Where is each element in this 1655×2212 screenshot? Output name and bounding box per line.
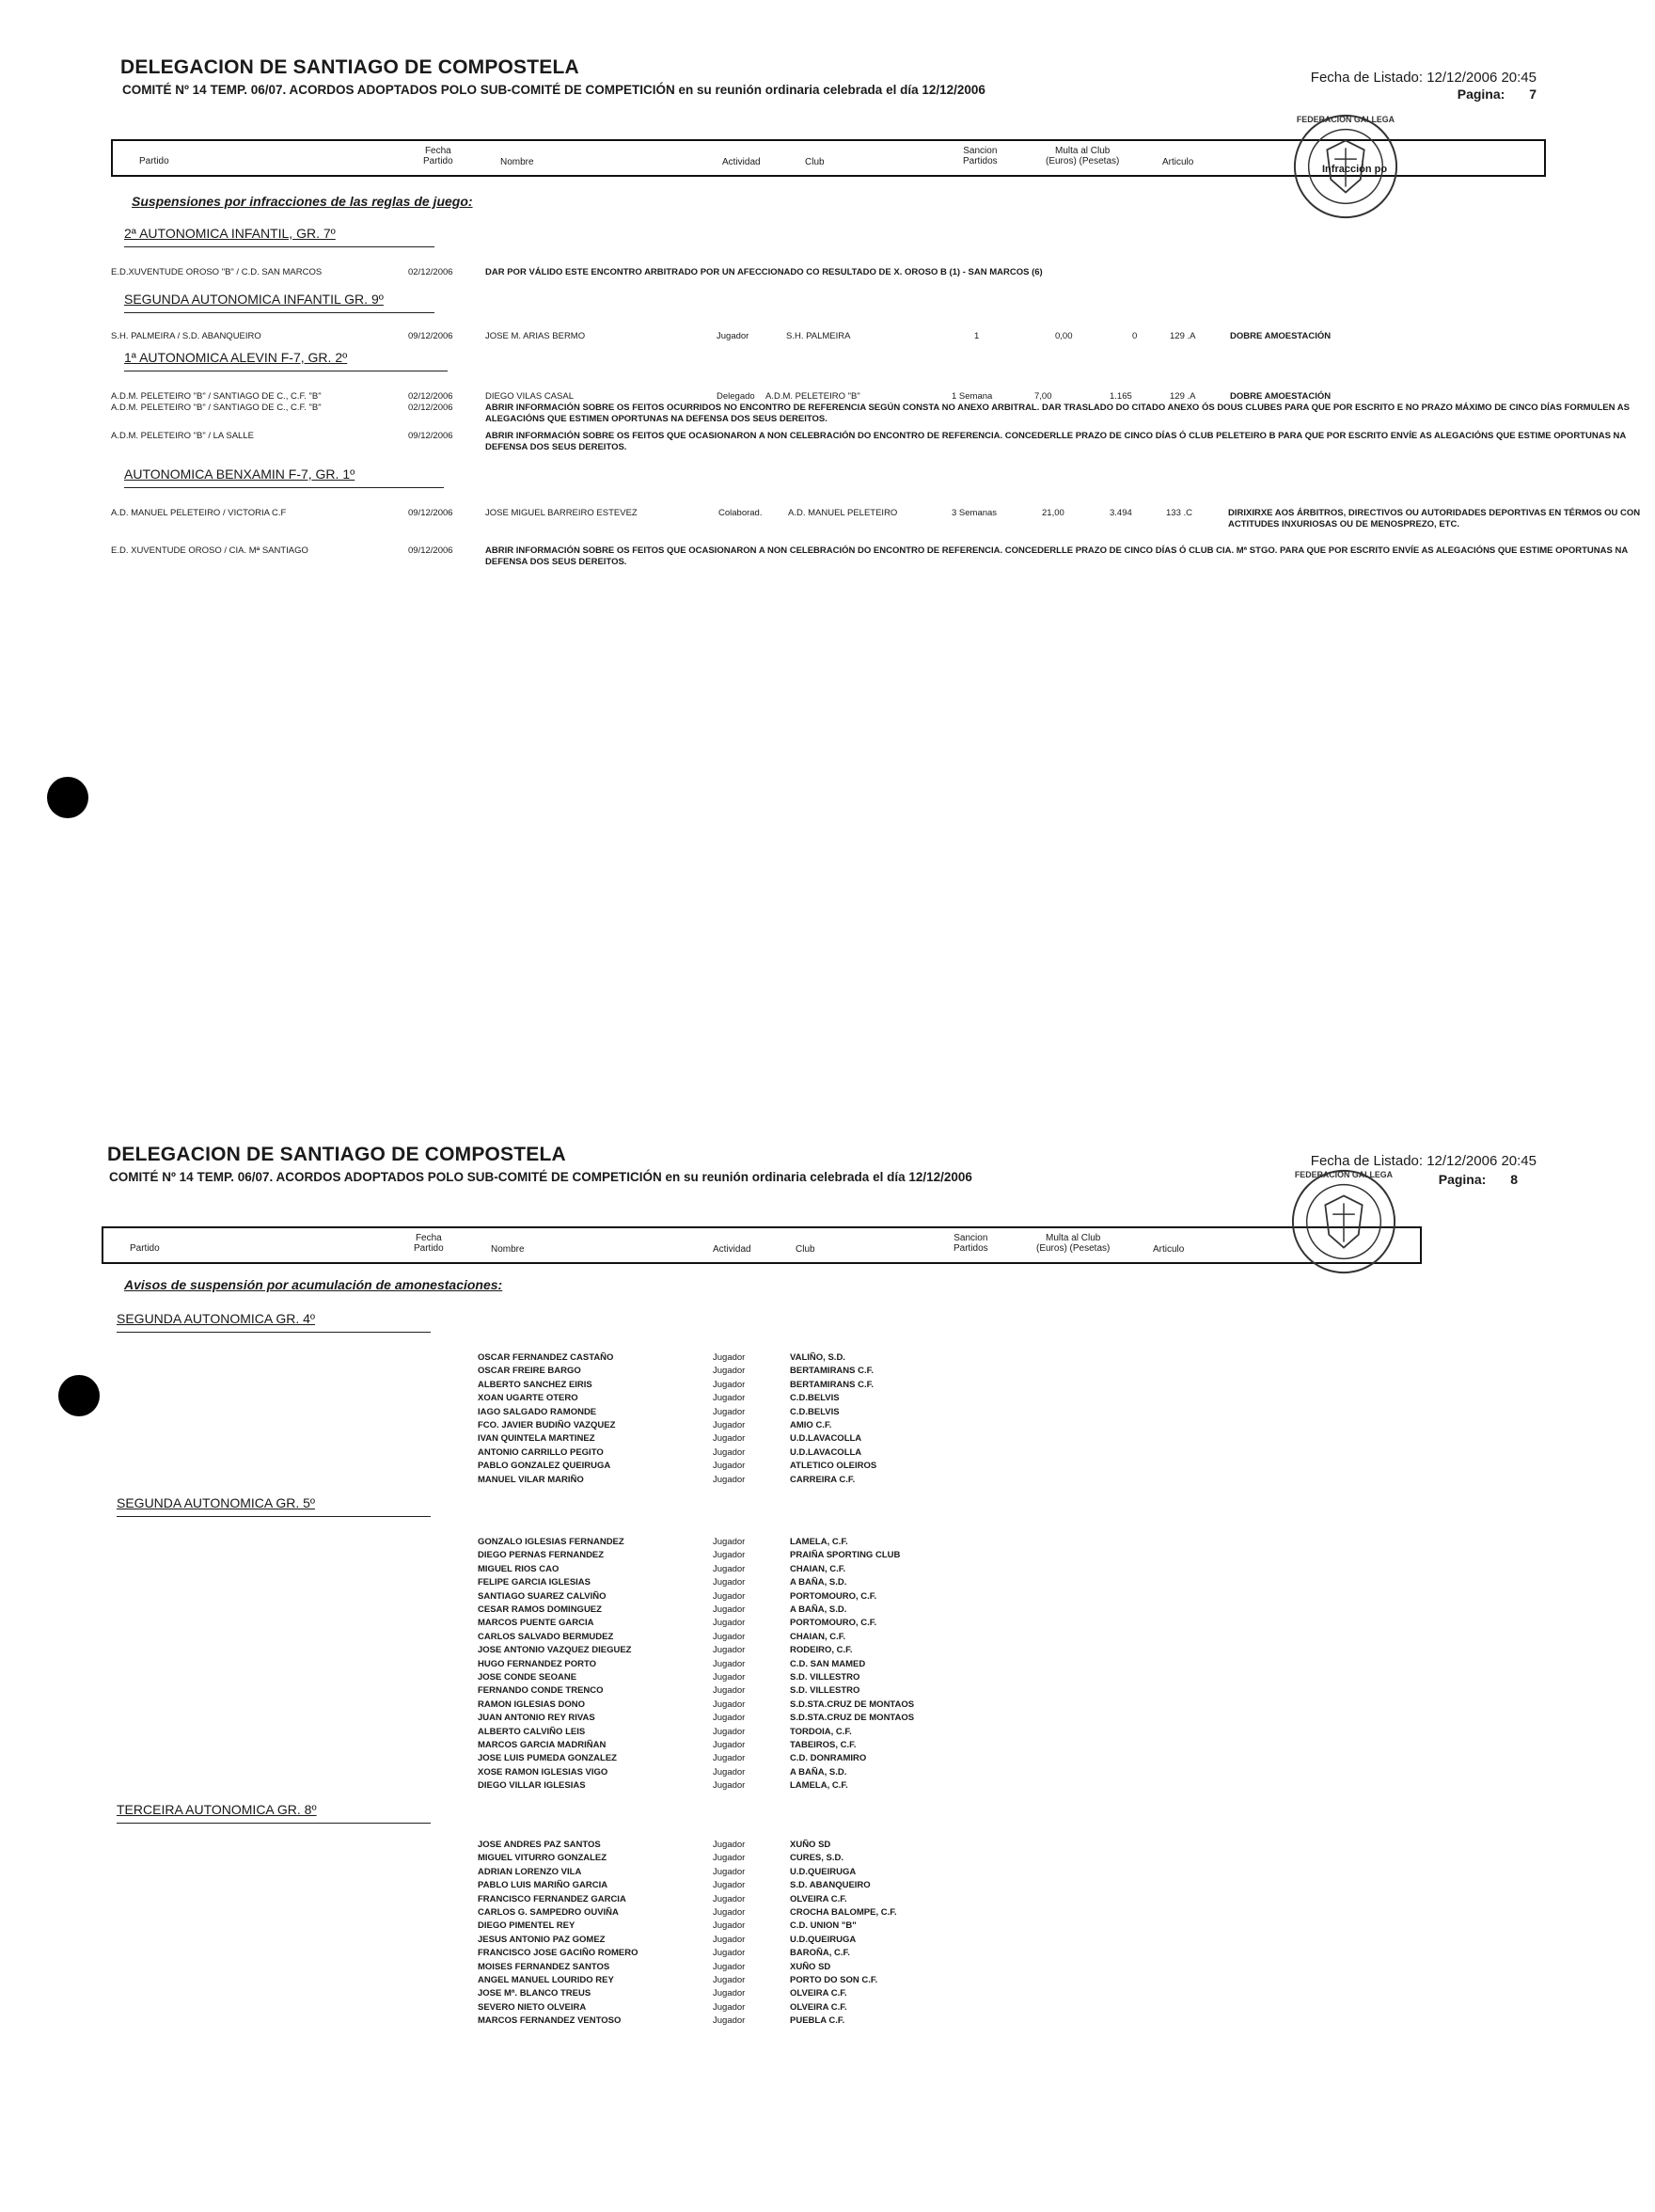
player-activity: Jugador xyxy=(713,1461,746,1472)
group-heading: 1ª AUTONOMICA ALEVIN F-7, GR. 2º xyxy=(124,350,348,365)
player-activity: Jugador xyxy=(713,1631,746,1642)
col-club: Club xyxy=(805,157,825,167)
group-heading: 2ª AUTONOMICA INFANTIL, GR. 7º xyxy=(124,226,336,241)
player-activity: Jugador xyxy=(713,2001,746,2013)
col-sancion: Sancion Partidos xyxy=(963,146,998,166)
player-name: JOSE LUIS PUMEDA GONZALEZ xyxy=(478,1753,617,1764)
player-club: XUÑO SD xyxy=(790,1840,831,1850)
player-activity: Jugador xyxy=(713,1713,746,1724)
player-activity: Jugador xyxy=(713,1474,746,1485)
player-activity: Jugador xyxy=(713,1740,746,1750)
player-club: PRAIÑA SPORTING CLUB xyxy=(790,1550,901,1561)
svg-text:FEDERACION GALLEGA: FEDERACION GALLEGA xyxy=(1296,114,1395,124)
player-name: MARCOS GARCIA MADRIÑAN xyxy=(478,1740,607,1750)
player-club: A BAÑA, S.D. xyxy=(790,1577,847,1588)
player-name: HUGO FERNANDEZ PORTO xyxy=(478,1658,596,1669)
player-activity: Jugador xyxy=(713,1563,746,1574)
player-club: S.D. ABANQUEIRO xyxy=(790,1880,871,1891)
player-club: C.D. DONRAMIRO xyxy=(790,1753,867,1764)
player-name: OSCAR FERNANDEZ CASTAÑO xyxy=(478,1352,614,1363)
player-club: S.D.STA.CRUZ DE MONTAOS xyxy=(790,1698,915,1710)
player-name: DIEGO PIMENTEL REY xyxy=(478,1920,575,1932)
player-activity: Jugador xyxy=(713,1645,746,1656)
player-name: GONZALO IGLESIAS FERNANDEZ xyxy=(478,1537,624,1547)
player-name: CESAR RAMOS DOMINGUEZ xyxy=(478,1604,602,1615)
player-name: JOSE Mª. BLANCO TREUS xyxy=(478,1988,591,1999)
col-sancion: Sancion Partidos xyxy=(954,1233,988,1254)
group-heading: TERCEIRA AUTONOMICA GR. 8º xyxy=(117,1802,317,1817)
page-8 xyxy=(0,1106,1550,2212)
player-activity: Jugador xyxy=(713,1352,746,1363)
player-activity: Jugador xyxy=(713,1618,746,1629)
player-name: PABLO GONZALEZ QUEIRUGA xyxy=(478,1461,611,1472)
player-name: JOSE ANTONIO VAZQUEZ DIEGUEZ xyxy=(478,1645,632,1656)
player-activity: Jugador xyxy=(713,1604,746,1615)
punch-hole xyxy=(58,1375,100,1416)
player-name: ANGEL MANUEL LOURIDO REY xyxy=(478,1975,614,1985)
group-divider xyxy=(117,1332,431,1333)
player-name: MARCOS FERNANDEZ VENTOSO xyxy=(478,2015,622,2027)
player-club: U.D.LAVACOLLA xyxy=(790,1446,862,1458)
player-activity: Jugador xyxy=(713,1907,746,1918)
column-header-bar xyxy=(102,1226,1422,1264)
player-club: PORTOMOURO, C.F. xyxy=(790,1618,877,1629)
player-name: MIGUEL RIOS CAO xyxy=(478,1563,560,1574)
player-activity: Jugador xyxy=(713,1880,746,1891)
page-label: Pagina: xyxy=(1457,87,1505,102)
player-club: S.D. VILLESTRO xyxy=(790,1685,860,1697)
player-activity: Jugador xyxy=(713,1685,746,1697)
player-club: ATLETICO OLEIROS xyxy=(790,1461,877,1472)
col-actividad: Actividad xyxy=(713,1244,751,1255)
listing-date: Fecha de Listado: 12/12/2006 20:45 xyxy=(1310,70,1537,86)
player-activity: Jugador xyxy=(713,1698,746,1710)
federation-stamp-icon xyxy=(1288,1166,1399,1277)
player-name: MIGUEL VITURRO GONZALEZ xyxy=(478,1853,607,1864)
player-club: PORTOMOURO, C.F. xyxy=(790,1590,877,1602)
player-club: TABEIROS, C.F. xyxy=(790,1740,857,1750)
player-club: TORDOIA, C.F. xyxy=(790,1726,852,1737)
player-activity: Jugador xyxy=(713,1975,746,1985)
page-number-label xyxy=(1439,1172,1518,1187)
player-activity: Jugador xyxy=(713,1433,746,1445)
col-fecha: Fecha Partido xyxy=(423,146,453,166)
player-activity: Jugador xyxy=(713,1446,746,1458)
player-name: MOISES FERNANDEZ SANTOS xyxy=(478,1961,610,1972)
listing-date: Fecha de Listado: 12/12/2006 20:45 xyxy=(1310,1153,1537,1169)
section-title: Suspensiones por infracciones de las reglas de juego: xyxy=(132,194,473,209)
group-divider xyxy=(124,312,434,313)
player-activity: Jugador xyxy=(713,1366,746,1377)
player-club: C.D.BELVIS xyxy=(790,1393,840,1404)
player-name: SEVERO NIETO OLVEIRA xyxy=(478,2001,587,2013)
player-name: XOAN UGARTE OTERO xyxy=(478,1393,578,1404)
player-name: DIEGO VILLAR IGLESIAS xyxy=(478,1780,586,1792)
player-name: JUAN ANTONIO REY RIVAS xyxy=(478,1713,595,1724)
player-name: FRANCISCO FERNANDEZ GARCIA xyxy=(478,1893,626,1904)
col-multa: Multa al Club (Euros) (Pesetas) xyxy=(1046,146,1120,166)
player-name: ALBERTO CALVIÑO LEIS xyxy=(478,1726,586,1737)
player-name: JOSE CONDE SEOANE xyxy=(478,1672,577,1683)
page-subtitle: COMITÉ Nº 14 TEMP. 06/07. ACORDOS ADOPTADOS POLO SUB-COMITÉ DE COMPETICIÓN en su reunión ordinaria celebrada el día 12/12/2006 xyxy=(122,83,985,97)
page-number-label xyxy=(1458,87,1537,102)
player-name: ALBERTO SANCHEZ EIRIS xyxy=(478,1379,592,1390)
page-title: DELEGACION DE SANTIAGO DE COMPOSTELA xyxy=(107,1144,566,1165)
player-club: C.D. UNION "B" xyxy=(790,1920,857,1932)
group-heading: AUTONOMICA BENXAMIN F-7, GR. 1º xyxy=(124,466,355,482)
col-nombre: Nombre xyxy=(500,157,534,167)
player-name: FERNANDO CONDE TRENCO xyxy=(478,1685,604,1697)
player-activity: Jugador xyxy=(713,1766,746,1778)
player-club: A BAÑA, S.D. xyxy=(790,1604,847,1615)
player-club: CROCHA BALOMPE, C.F. xyxy=(790,1907,897,1918)
player-name: XOSE RAMON IGLESIAS VIGO xyxy=(478,1766,608,1778)
player-activity: Jugador xyxy=(713,1840,746,1850)
player-activity: Jugador xyxy=(713,1920,746,1932)
page-title: DELEGACION DE SANTIAGO DE COMPOSTELA xyxy=(120,56,579,78)
player-activity: Jugador xyxy=(713,1420,746,1430)
group-divider xyxy=(124,246,434,247)
player-club: LAMELA, C.F. xyxy=(790,1780,848,1792)
page-subtitle: COMITÉ Nº 14 TEMP. 06/07. ACORDOS ADOPTADOS POLO SUB-COMITÉ DE COMPETICIÓN en su reunión ordinaria celebrada el día 12/12/2006 xyxy=(109,1170,972,1184)
player-name: RAMON IGLESIAS DONO xyxy=(478,1698,586,1710)
punch-hole xyxy=(47,777,88,818)
player-club: CHAIAN, C.F. xyxy=(790,1631,846,1642)
player-activity: Jugador xyxy=(713,1658,746,1669)
player-activity: Jugador xyxy=(713,1590,746,1602)
page-number: 7 xyxy=(1529,87,1537,102)
player-club: S.D. VILLESTRO xyxy=(790,1672,860,1683)
player-club: U.D.QUEIRUGA xyxy=(790,1934,857,1945)
player-name: SANTIAGO SUAREZ CALVIÑO xyxy=(478,1590,607,1602)
col-multa: Multa al Club (Euros) (Pesetas) xyxy=(1036,1233,1111,1254)
group-heading: SEGUNDA AUTONOMICA GR. 4º xyxy=(117,1311,316,1326)
player-activity: Jugador xyxy=(713,1672,746,1683)
player-name: CARLOS G. SAMPEDRO OUVIÑA xyxy=(478,1907,619,1918)
player-activity: Jugador xyxy=(713,1379,746,1390)
group-divider xyxy=(124,487,444,488)
col-partido: Partido xyxy=(139,156,169,166)
player-activity: Jugador xyxy=(713,1893,746,1904)
player-club: CHAIAN, C.F. xyxy=(790,1563,846,1574)
section-title: Avisos de suspensión por acumulación de amonestaciones: xyxy=(124,1277,503,1292)
player-name: IVAN QUINTELA MARTINEZ xyxy=(478,1433,595,1445)
player-club: AMIO C.F. xyxy=(790,1420,832,1430)
player-club: CURES, S.D. xyxy=(790,1853,844,1864)
col-nombre: Nombre xyxy=(491,1244,525,1255)
player-activity: Jugador xyxy=(713,1537,746,1547)
player-activity: Jugador xyxy=(713,1550,746,1561)
player-club: BAROÑA, C.F. xyxy=(790,1948,850,1959)
player-club: U.D.LAVACOLLA xyxy=(790,1433,862,1445)
player-name: MARCOS PUENTE GARCIA xyxy=(478,1618,594,1629)
page-label: Pagina: xyxy=(1438,1172,1487,1187)
player-name: OSCAR FREIRE BARGO xyxy=(478,1366,581,1377)
svg-text:FEDERACION GALLEGA: FEDERACION GALLEGA xyxy=(1294,1169,1394,1179)
player-activity: Jugador xyxy=(713,1726,746,1737)
player-club: LAMELA, C.F. xyxy=(790,1537,848,1547)
player-name: FCO. JAVIER BUDIÑO VAZQUEZ xyxy=(478,1420,616,1430)
player-name: FRANCISCO JOSE GACIÑO ROMERO xyxy=(478,1948,638,1959)
player-name: MANUEL VILAR MARIÑO xyxy=(478,1474,584,1485)
page-number: 8 xyxy=(1510,1172,1518,1187)
col-actividad: Actividad xyxy=(722,157,761,167)
col-club: Club xyxy=(796,1244,815,1255)
player-club: XUÑO SD xyxy=(790,1961,831,1972)
col-articulo: Articulo xyxy=(1153,1244,1185,1255)
player-activity: Jugador xyxy=(713,1753,746,1764)
col-partido: Partido xyxy=(130,1243,160,1254)
player-activity: Jugador xyxy=(713,1406,746,1417)
player-activity: Jugador xyxy=(713,1961,746,1972)
player-club: OLVEIRA C.F. xyxy=(790,1988,847,1999)
player-club: OLVEIRA C.F. xyxy=(790,2001,847,2013)
player-club: VALIÑO, S.D. xyxy=(790,1352,845,1363)
player-club: OLVEIRA C.F. xyxy=(790,1893,847,1904)
player-name: FELIPE GARCIA IGLESIAS xyxy=(478,1577,591,1588)
group-divider xyxy=(117,1823,431,1824)
player-club: PORTO DO SON C.F. xyxy=(790,1975,878,1985)
player-name: JESUS ANTONIO PAZ GOMEZ xyxy=(478,1934,606,1945)
player-club: CARREIRA C.F. xyxy=(790,1474,856,1485)
page-7: DELEGACION DE SANTIAGO DE COMPOSTELA COMITÉ Nº 14 TEMP. 06/07. ACORDOS ADOPTADOS POLO SUB-COMITÉ DE COMPETICIÓN en su reunión ordinaria celebrada el día 12/12/2006 Fecha de Listado: 12/12/2006 20:45 Pagina: 7 Partido Fecha Partido Nombre Actividad Club Sancion Partidos Multa al Club (Euros) (Pesetas) Articulo FEDERACION GALLEGA Infracción po Suspensiones por infracciones de las reglas de juego: 2ª AUTONOMICA INFANTIL, GR. 7º E.D.XUVENTUDE OROSO "B" / C.D. SAN MARCOS 02/12/2006 DAR POR VÁLIDO ESTE ENCONTRO ARBITRADO POR UN AFECCIONADO CO RESULTADO DE X. OROSO B (1) - SAN MARCOS (6) SEGUNDA AUTONOMICA INFANTIL GR. 9º S.H. PALMEIRA / S.D. ABANQUEIRO 09/12/2006 JOSE M. ARIAS BERMO Jugador S.H. PALMEIRA 1 0,00 0 129 .A DOBRE AMOESTACIÓN 1ª AUTONOMICA ALEVIN F-7, GR. 2º A.D.M. PELETEIRO "B" / SANTIAGO DE C., C.F. "B" 02/12/2006 DIEGO VILAS CASAL Delegado A.D.M. PELETEIRO "B" 1 Semana 7,00 1.165 129 .A DOBRE AMOESTACIÓN A.D.M. PELETEIRO "B" / SANTIAGO DE C., C.F. "B" 02/12/2006 ABRIR INFORMACIÓN SOBRE OS FEITOS OCURRIDOS NO ENCONTRO DE REFERENCIA SEGÚN CONSTA NO ANEXO ARBITRAL. DAR TRASLADO DO CITADO ANEXO ÓS DOUS CLUBES PARA QUE POR ESCRITO E NO PRAZO MÁXIMO DE CINCO DÍAS FORMULEN AS ALEGACIÓNS QUE ESTIMEN OPORTUNAS NA DEFENSA DOS SEUS DEREITOS. A.D.M. PELETEIRO "B" / LA SALLE 09/12/2006 ABRIR INFORMACIÓN SOBRE OS FEITOS QUE OCASIONARON A NON CELEBRACIÓN DO ENCONTRO DE REFERENCIA. CONCEDERLLE PRAZO DE CINCO DÍAS Ó CLUB PELETEIRO B PARA QUE POR ESCRITO ENVÍE AS ALEGACIÓNS QUE ESTIME OPORTUNAS NA DEFENSA DOS SEUS DEREITOS. AUTONOMICA BENXAMIN F-7, GR. 1º A.D. MANUEL PELETEIRO / VICTORIA C.F 09/12/2006 JOSE MIGUEL BARREIRO ESTEVEZ Colaborad. A.D. MANUEL PELETEIRO 3 Semanas 21,00 3.494 133 .C DIRIXIRXE AOS ÁRBITROS, DIRECTIVOS OU AUTORIDADES DEPORTIVAS EN TÉRMOS OU CON ACTITUDES INXURIOSAS OU DE MENOSPREZO, ETC. E.D. XUVENTUDE OROSO / CIA. Mª SANTIAGO 09/12/2006 ABRIR INFORMACIÓN SOBRE OS FEITOS QUE OCASIONARON A NON CELEBRACIÓN DO ENCONTRO DE REFERENCIA. CONCEDERLLE PRAZO DE CINCO DÍAS Ó CLUB CIA. Mª STGO. PARA QUE POR ESCRITO ENVÍE AS ALEGACIÓNS QUE ESTIME OPORTUNAS NA DEFENSA DOS SEUS DEREITOS. xyxy=(0,0,1550,1106)
player-name: PABLO LUIS MARIÑO GARCIA xyxy=(478,1880,608,1891)
player-club: C.D.BELVIS xyxy=(790,1406,840,1417)
player-activity: Jugador xyxy=(713,1780,746,1792)
player-name: DIEGO PERNAS FERNANDEZ xyxy=(478,1550,605,1561)
player-club: BERTAMIRANS C.F. xyxy=(790,1379,875,1390)
player-club: PUEBLA C.F. xyxy=(790,2015,845,2027)
player-name: ADRIAN LORENZO VILA xyxy=(478,1866,582,1877)
player-name: CARLOS SALVADO BERMUDEZ xyxy=(478,1631,614,1642)
player-club: A BAÑA, S.D. xyxy=(790,1766,847,1778)
group-heading: SEGUNDA AUTONOMICA INFANTIL GR. 9º xyxy=(124,292,384,307)
player-activity: Jugador xyxy=(713,1577,746,1588)
player-name: ANTONIO CARRILLO PEGITO xyxy=(478,1446,604,1458)
player-activity: Jugador xyxy=(713,1853,746,1864)
player-activity: Jugador xyxy=(713,1988,746,1999)
player-activity: Jugador xyxy=(713,1934,746,1945)
player-activity: Jugador xyxy=(713,1393,746,1404)
stamp-overlap-text: Infracción po xyxy=(1322,164,1388,175)
group-heading: SEGUNDA AUTONOMICA GR. 5º xyxy=(117,1495,316,1510)
player-activity: Jugador xyxy=(713,2015,746,2027)
player-activity: Jugador xyxy=(713,1948,746,1959)
player-name: JOSE ANDRES PAZ SANTOS xyxy=(478,1840,601,1850)
player-activity: Jugador xyxy=(713,1866,746,1877)
player-club: U.D.QUEIRUGA xyxy=(790,1866,857,1877)
col-articulo: Articulo xyxy=(1162,157,1194,167)
player-club: RODEIRO, C.F. xyxy=(790,1645,853,1656)
player-club: BERTAMIRANS C.F. xyxy=(790,1366,875,1377)
group-divider xyxy=(117,1516,431,1517)
player-name: IAGO SALGADO RAMONDE xyxy=(478,1406,597,1417)
player-club: S.D.STA.CRUZ DE MONTAOS xyxy=(790,1713,915,1724)
col-fecha: Fecha Partido xyxy=(414,1233,444,1254)
player-club: C.D. SAN MAMED xyxy=(790,1658,866,1669)
